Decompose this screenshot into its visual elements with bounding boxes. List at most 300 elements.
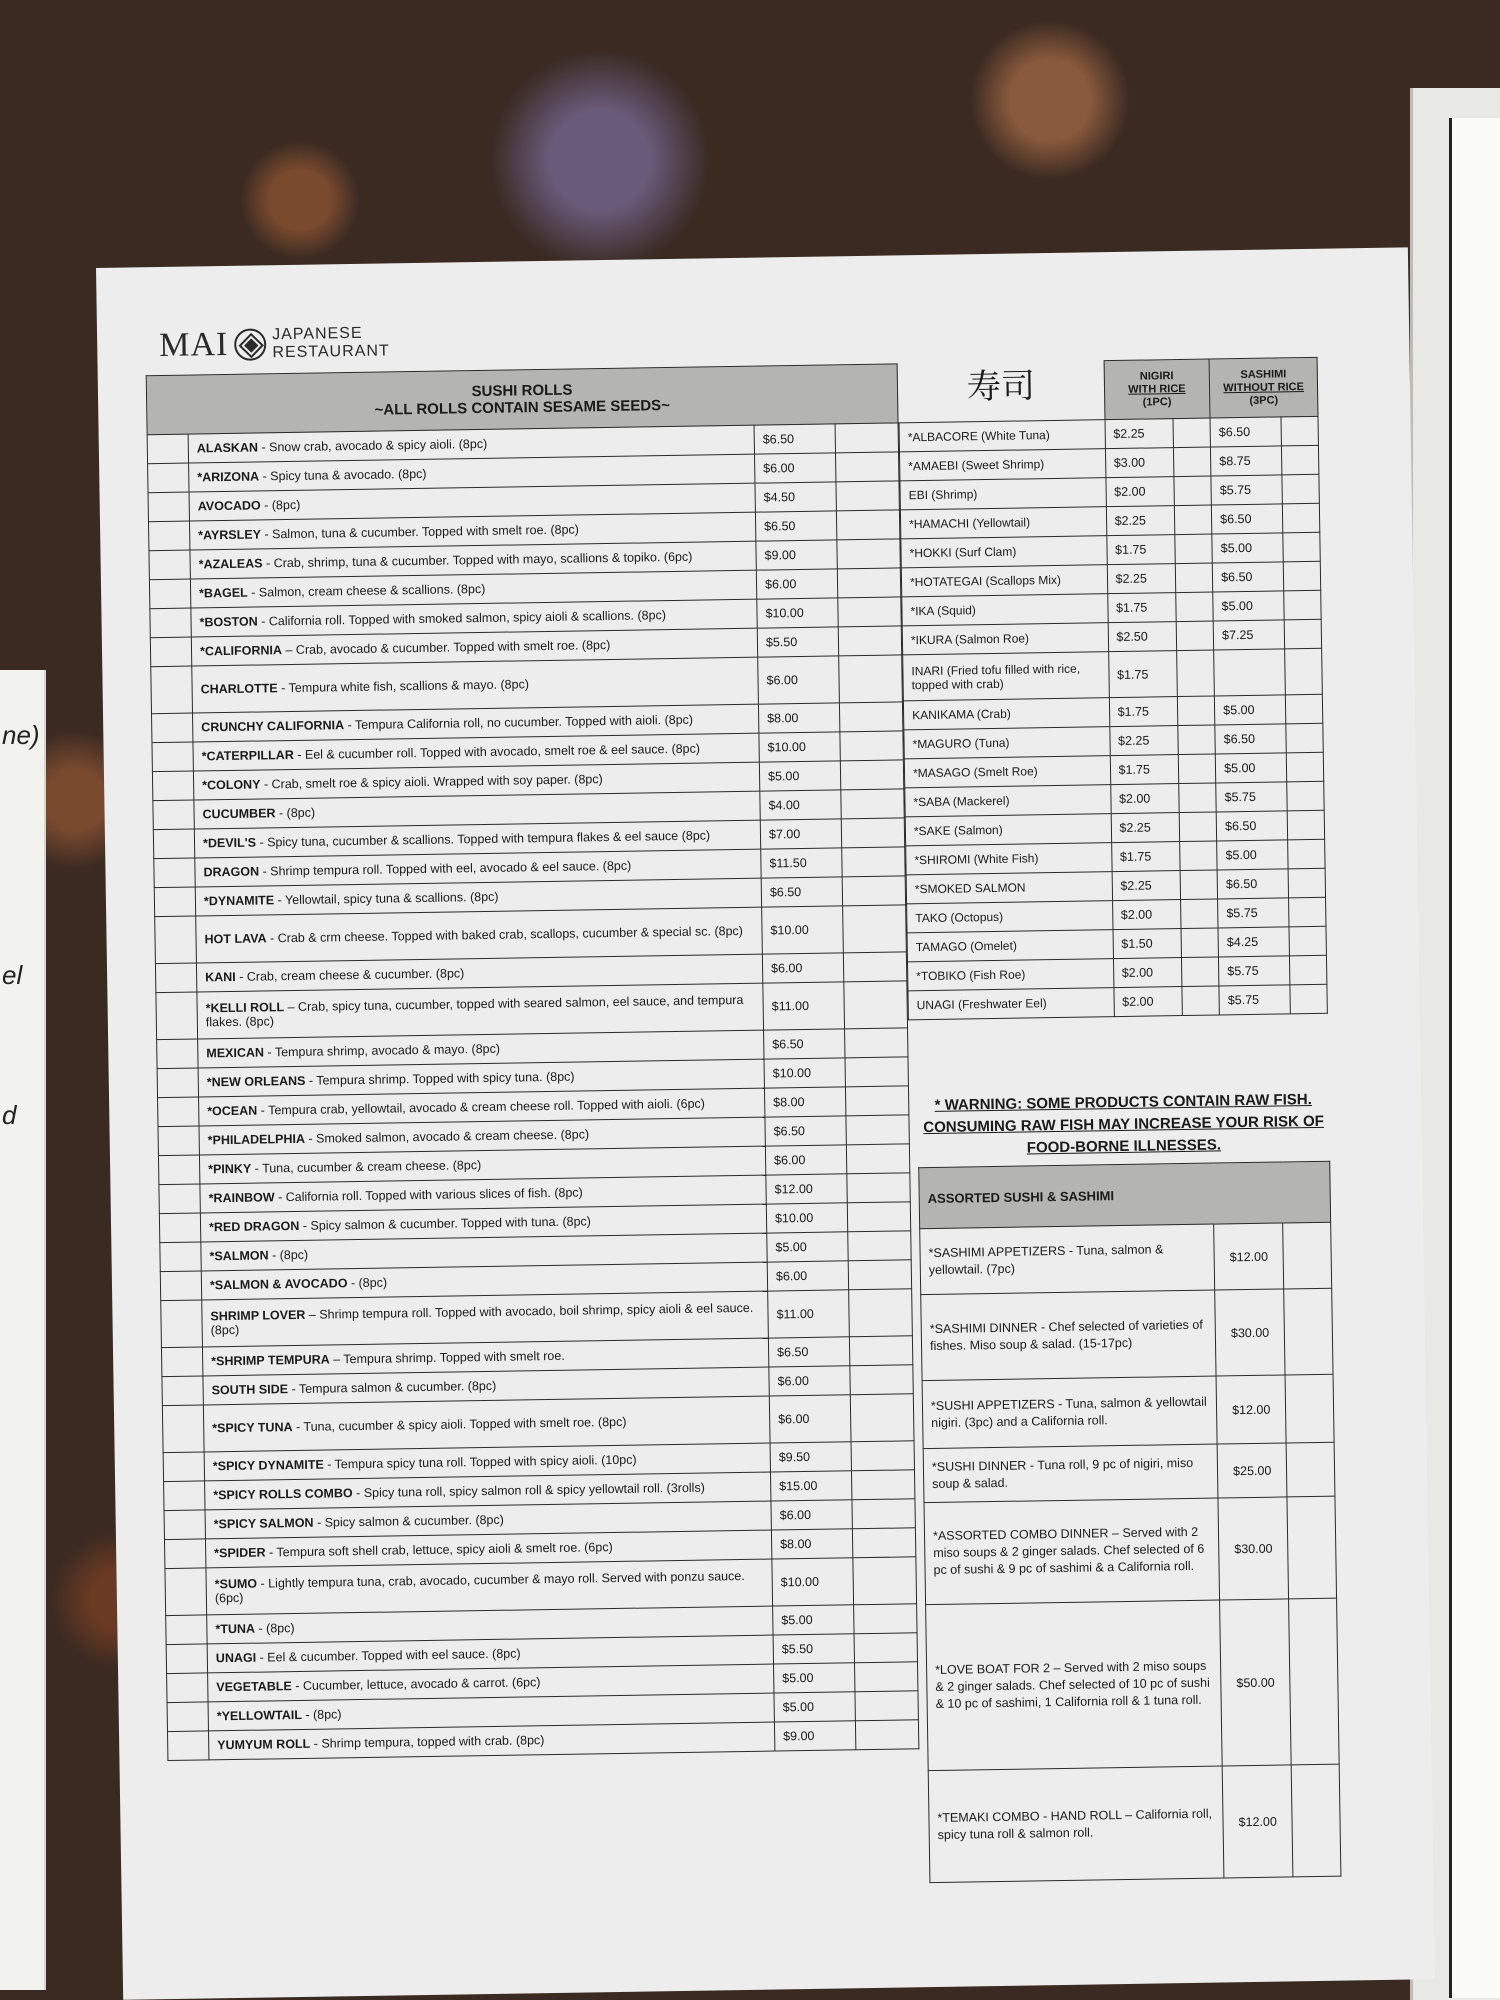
roll-name: *YELLOWTAIL (216, 1707, 303, 1724)
row-marker-cell (155, 963, 196, 993)
table-row (926, 1598, 1340, 1770)
combo-description: *ASSORTED COMBO DINNER – Served with 2 miso soups & 2 ginger salads. Chef selected of 6 pc of sushi & 9 pc of sashimi & a California roll. (924, 1498, 1220, 1605)
sashimi-price: $5.00 (1213, 591, 1284, 621)
row-marker-cell (157, 1039, 198, 1069)
roll-blank-cell (850, 1394, 914, 1442)
roll-details: - (8pc) (301, 1707, 342, 1722)
row-marker-cell (164, 1539, 205, 1569)
fish-name: EBI (Shrimp) (900, 478, 1106, 510)
sashimi-blank-cell (1282, 503, 1320, 533)
nigiri-blank-cell (1176, 621, 1214, 651)
nigiri-price: $1.75 (1109, 697, 1178, 727)
nigiri-price: $2.25 (1109, 726, 1178, 756)
fish-name: *MASAGO (Smelt Roe) (904, 756, 1110, 788)
table-row (923, 1442, 1335, 1502)
roll-price: $10.00 (757, 598, 838, 628)
roll-price: $6.00 (758, 656, 840, 704)
nigiri-price: $2.00 (1113, 958, 1182, 988)
row-marker-cell (152, 713, 193, 743)
roll-name: CRUNCHY CALIFORNIA (201, 718, 345, 735)
roll-details: - Eel & cucumber roll. Topped with avocado, smelt roe & eel sauce. (8pc) (293, 741, 701, 762)
roll-price: $9.00 (756, 540, 837, 570)
roll-name: *AYRSLEY (198, 527, 262, 543)
roll-name: *SPICY TUNA (212, 1420, 293, 1436)
combo-price: $12.00 (1216, 1375, 1286, 1444)
roll-name: *DYNAMITE (203, 893, 275, 909)
roll-details: - Smoked salmon, avocado & cream cheese. (8pc) (304, 1127, 590, 1146)
roll-price: $5.00 (773, 1605, 854, 1635)
roll-price: $5.50 (757, 627, 838, 657)
nigiri-price: $2.25 (1106, 506, 1175, 536)
roll-price: $6.00 (771, 1500, 852, 1530)
combo-description: *TEMAKI COMBO - HAND ROLL – California roll, spicy tuna roll & salmon roll. (928, 1766, 1224, 1883)
sashimi-blank-cell (1281, 416, 1319, 446)
combo-price: $50.00 (1220, 1599, 1292, 1766)
nigiri-blank-cell (1178, 754, 1216, 784)
row-marker-cell (161, 1300, 203, 1348)
roll-details: - Spicy tuna, cucumber & scallions. Topped with tempura flakes & eel sauce (8pc) (255, 828, 711, 850)
roll-price: $11.50 (761, 848, 842, 878)
roll-details: - Crab, smelt roe & spicy aioli. Wrapped with soy paper. (8pc) (260, 772, 603, 792)
sashimi-price: $5.00 (1215, 753, 1286, 783)
roll-details: - Tempura spicy tuna roll. Topped with spicy aioli. (10pc) (323, 1452, 637, 1472)
roll-name: *ARIZONA (197, 469, 260, 485)
fish-name: UNAGI (Freshwater Eel) (908, 988, 1114, 1020)
roll-details: - California roll. Topped with smoked salmon, spicy aioli & scallions. (8pc) (257, 608, 667, 629)
fish-name: *ALBACORE (White Tuna) (899, 420, 1105, 452)
fish-name: TAMAGO (Omelet) (907, 930, 1113, 962)
nigiri-blank-cell (1180, 841, 1218, 871)
nigiri-price: $2.25 (1105, 419, 1174, 449)
assorted-title: ASSORTED SUSHI & SASHIMI (919, 1161, 1331, 1228)
roll-blank-cell (853, 1557, 917, 1605)
roll-blank-cell (847, 1173, 910, 1203)
sushi-rolls-subtitle: ~ALL ROLLS CONTAIN SESAME SEEDS~ (374, 397, 671, 419)
row-marker-cell (163, 1452, 204, 1482)
row-marker-cell (150, 637, 191, 667)
roll-blank-cell (849, 1289, 913, 1337)
nigiri-blank-cell (1181, 928, 1219, 958)
sashimi-price: $8.75 (1211, 446, 1282, 476)
nigiri-blank-cell (1174, 447, 1212, 477)
row-marker-cell (156, 992, 198, 1040)
roll-price: $6.00 (762, 953, 843, 983)
sashimi-price: $6.50 (1215, 724, 1286, 754)
roll-price: $5.00 (774, 1692, 855, 1722)
sashimi-price: $5.75 (1219, 956, 1290, 986)
roll-blank-cell (841, 789, 904, 819)
row-marker-cell (152, 742, 193, 772)
nigiri-blank-cell (1179, 812, 1217, 842)
roll-price: $6.50 (761, 877, 842, 907)
roll-blank-cell (855, 1691, 918, 1721)
roll-details: - Tempura white fish, scallions & mayo. (8pc) (277, 677, 530, 696)
combo-description: *LOVE BOAT FOR 2 – Served with 2 miso soups & 2 ginger salads. Chef selected of 10 pc of sushi & 10 pc of sashimi, 1 California roll & 1 tuna roll. (926, 1600, 1223, 1771)
fish-name: *SABA (Mackerel) (905, 785, 1111, 817)
sashimi-price: $7.25 (1213, 620, 1284, 650)
roll-blank-cell (837, 539, 900, 569)
combo-description: *SASHIMI APPETIZERS - Tuna, salmon & yellowtail. (7pc) (920, 1224, 1215, 1295)
sashimi-blank-cell (1288, 868, 1326, 898)
nigiri-price: $2.00 (1113, 987, 1182, 1017)
row-marker-cell (152, 771, 193, 801)
nigiri-blank-cell (1175, 563, 1213, 593)
roll-details: - Tempura crab, yellowtail, avocado & cream cheese roll. Topped with aioli. (6pc) (257, 1096, 705, 1118)
fish-name: TAKO (Octopus) (907, 901, 1113, 933)
roll-name: *SPIDER (214, 1545, 266, 1561)
fish-name: *HOKKI (Surf Clam) (901, 536, 1107, 568)
roll-name: *TUNA (215, 1621, 256, 1637)
row-marker-cell (153, 800, 194, 830)
row-marker-cell (148, 492, 189, 522)
roll-price: $6.00 (765, 1145, 846, 1175)
row-marker-cell (167, 1702, 208, 1732)
roll-price: $8.00 (758, 703, 839, 733)
sashimi-price: $5.00 (1212, 533, 1283, 563)
roll-name: CUCUMBER (202, 806, 276, 822)
fish-name: *AMAEBI (Sweet Shrimp) (899, 449, 1105, 481)
roll-price: $5.50 (773, 1634, 854, 1664)
nigiri-price: $2.25 (1111, 813, 1180, 843)
roll-price: $5.00 (759, 761, 840, 791)
nigiri-price: $2.25 (1107, 564, 1176, 594)
table-row (908, 984, 1327, 1020)
roll-name: *RAINBOW (208, 1190, 275, 1206)
roll-details: - Yellowtail, spicy tuna & scallions. (8pc) (273, 889, 499, 908)
roll-details: - Spicy tuna & avocado. (8pc) (258, 466, 427, 484)
fish-name: *IKA (Squid) (902, 594, 1108, 626)
roll-details: - Tempura salmon & cucumber. (8pc) (287, 1378, 497, 1397)
sashimi-blank-cell (1286, 752, 1324, 782)
roll-details: - Tuna, cucumber & cream cheese. (8pc) (251, 1158, 482, 1176)
roll-details: - Spicy salmon & cucumber. Topped with tuna. (8pc) (299, 1214, 592, 1233)
fish-name: *MAGURO (Tuna) (904, 727, 1110, 759)
roll-name: *BAGEL (199, 585, 248, 601)
roll-details: - Spicy tuna roll, spicy salmon roll & spicy yellowtail roll. (3rolls) (352, 1480, 705, 1501)
roll-blank-cell (850, 1365, 913, 1395)
roll-blank-cell (844, 981, 908, 1029)
roll-details: - (8pc) (268, 1247, 309, 1263)
sashimi-blank-cell (1281, 445, 1319, 475)
row-marker-cell (162, 1376, 203, 1406)
combo-blank-cell (1289, 1598, 1339, 1765)
nigiri-blank-cell (1179, 783, 1217, 813)
roll-name: *CATERPILLAR (201, 747, 294, 764)
roll-details: - Spicy salmon & cucumber. (8pc) (313, 1512, 504, 1530)
logo-subtitle: JAPANESE RESTAURANT (272, 324, 390, 362)
roll-details: - (8pc) (260, 497, 301, 513)
roll-blank-cell (843, 905, 907, 953)
sashimi-price: $5.00 (1215, 695, 1286, 725)
roll-name: UNAGI (215, 1650, 257, 1666)
combo-description: *SUSHI APPETIZERS - Tuna, salmon & yellowtail nigiri. (3pc) and a California roll. (922, 1376, 1217, 1449)
roll-details: - Tempura shrimp. Topped with spicy tuna. (8pc) (305, 1069, 575, 1088)
roll-name: *AZALEAS (198, 556, 263, 572)
sashimi-column-header: SASHIMI WITHOUT RICE (3PC) (1209, 357, 1318, 418)
sashimi-blank-cell (1283, 561, 1321, 591)
nigiri-price: $1.50 (1113, 929, 1182, 959)
nigiri-blank-cell (1174, 505, 1212, 535)
table-row (924, 1496, 1337, 1604)
fish-name: *TOBIKO (Fish Roe) (907, 959, 1113, 991)
roll-name: *NEW ORLEANS (206, 1073, 306, 1090)
roll-name: *PHILADELPHIA (207, 1131, 306, 1148)
nigiri-blank-cell (1177, 696, 1215, 726)
roll-blank-cell (839, 655, 903, 703)
nigiri-sashimi-table (898, 357, 1328, 1021)
sashimi-blank-cell (1285, 694, 1323, 724)
combo-price: $25.00 (1217, 1443, 1287, 1498)
row-marker-cell (159, 1184, 200, 1214)
nigiri-sashimi-header (898, 357, 1318, 423)
roll-name: *SPICY DYNAMITE (212, 1457, 324, 1474)
roll-name: *DEVIL'S (202, 835, 257, 851)
row-marker-cell (167, 1673, 208, 1703)
sashimi-blank-cell (1285, 648, 1323, 695)
roll-price: $5.00 (774, 1663, 855, 1693)
roll-name: SOUTH SIDE (211, 1382, 289, 1398)
roll-blank-cell (847, 1202, 910, 1232)
sashimi-blank-cell (1289, 926, 1327, 956)
roll-details: - Lightly tempura tuna, crab, avocado, cucumber & mayo roll. Served with ponzu sauce. (6pc) (214, 1568, 745, 1606)
combo-blank-cell (1291, 1764, 1341, 1877)
roll-details: – Tempura shrimp. Topped with smelt roe. (329, 1348, 565, 1367)
combo-price: $12.00 (1222, 1765, 1293, 1878)
sashimi-blank-cell (1288, 897, 1326, 927)
roll-blank-cell (852, 1499, 915, 1529)
row-marker-cell (148, 463, 189, 493)
roll-blank-cell (840, 731, 903, 761)
sashimi-blank-cell (1287, 781, 1325, 811)
sashimi-blank-cell (1287, 810, 1325, 840)
roll-blank-cell (851, 1441, 914, 1471)
nigiri-price: $2.50 (1108, 622, 1177, 652)
sashimi-blank-cell (1288, 839, 1326, 869)
roll-price: $6.50 (768, 1337, 849, 1367)
roll-blank-cell (848, 1260, 911, 1290)
roll-details: - Crab, cream cheese & cucumber. (8pc) (235, 966, 465, 984)
roll-blank-cell (841, 818, 904, 848)
roll-details: - California roll. Topped with various slices of fish. (8pc) (274, 1185, 583, 1205)
roll-blank-cell (838, 597, 901, 627)
edge-fragment: d (2, 1100, 17, 1130)
roll-name: *SPICY SALMON (213, 1515, 314, 1532)
row-marker-cell (149, 579, 190, 609)
nigiri-blank-cell (1177, 650, 1215, 697)
roll-details: - Cucumber, lettuce, avocado & carrot. (6pc) (291, 1675, 541, 1694)
roll-name: *KELLI ROLL (205, 1000, 285, 1016)
roll-name: AVOCADO (197, 498, 261, 514)
roll-details: - Tempura shrimp, avocado & mayo. (8pc) (263, 1041, 501, 1060)
roll-name: *BOSTON (199, 614, 258, 630)
roll-blank-cell (846, 1115, 909, 1145)
roll-details: – Crab, avocado & cucumber. Topped with smelt roe. (8pc) (281, 637, 611, 658)
sashimi-price: $6.50 (1210, 417, 1281, 447)
logo-emblem-icon (234, 328, 266, 360)
roll-price: $6.50 (765, 1116, 846, 1146)
sashimi-price: $5.75 (1211, 475, 1282, 505)
table-row (921, 1288, 1333, 1380)
roll-blank-cell (851, 1470, 914, 1500)
row-marker-cell (162, 1405, 204, 1453)
roll-price: $7.00 (760, 819, 841, 849)
roll-name: YUMYUM ROLL (217, 1736, 311, 1753)
roll-blank-cell (855, 1662, 918, 1692)
nigiri-price: $2.00 (1110, 784, 1179, 814)
roll-price: $6.00 (769, 1395, 851, 1443)
roll-details: – Shrimp tempura roll. Topped with avocado, boil shrimp, spicy aioli & eel sauce. (8pc) (210, 1300, 754, 1338)
raw-fish-warning: * WARNING: SOME PRODUCTS CONTAIN RAW FISH. CONSUMING RAW FISH MAY INCREASE YOUR RISK OF FOOD-BORNE ILLNESSES. (923, 1091, 1324, 1157)
row-marker-cell (155, 916, 197, 964)
row-marker-cell (161, 1347, 202, 1377)
roll-details: - Tempura California roll, no cucumber. Topped with aioli. (8pc) (343, 712, 694, 733)
row-marker-cell (165, 1568, 207, 1616)
roll-price: $4.00 (760, 790, 841, 820)
row-marker-cell (166, 1615, 207, 1645)
sashimi-blank-cell (1284, 590, 1322, 620)
sashimi-blank-cell (1284, 619, 1322, 649)
roll-price: $11.00 (768, 1290, 850, 1338)
roll-name: VEGETABLE (216, 1679, 292, 1695)
sashimi-price: $5.75 (1218, 898, 1289, 928)
sashimi-price: $5.00 (1217, 840, 1288, 870)
row-marker-cell (151, 666, 193, 714)
sashimi-price: $6.50 (1217, 869, 1288, 899)
roll-blank-cell (842, 876, 905, 906)
restaurant-logo (159, 323, 390, 365)
nigiri-blank-cell (1175, 534, 1213, 564)
sashimi-blank-cell (1283, 532, 1321, 562)
roll-price: $6.50 (764, 1029, 845, 1059)
roll-details: - Shrimp tempura, topped with crab. (8pc) (310, 1733, 545, 1751)
roll-blank-cell (845, 1086, 908, 1116)
roll-price: $11.00 (763, 982, 845, 1030)
nigiri-price: $1.75 (1106, 535, 1175, 565)
roll-name: *SUMO (214, 1576, 258, 1592)
roll-name: *SPICY ROLLS COMBO (213, 1486, 353, 1503)
roll-details: - Snow crab, avocado & spicy aioli. (8pc) (257, 436, 488, 455)
roll-blank-cell (840, 760, 903, 790)
roll-price: $6.00 (767, 1261, 848, 1291)
combo-description: *SUSHI DINNER - Tuna roll, 9 pc of nigiri, miso soup & salad. (923, 1444, 1218, 1503)
fish-name: *SAKE (Salmon) (905, 814, 1111, 846)
roll-details: - Salmon, cream cheese & scallions. (8pc) (247, 581, 486, 600)
fish-name: KANIKAMA (Crab) (903, 698, 1109, 730)
roll-details: – Crab, spicy tuna, cucumber, topped with seared salmon, eel sauce, and tempura flakes. (8pc) (205, 992, 744, 1030)
roll-name: ALASKAN (196, 440, 259, 456)
roll-price: $10.00 (772, 1558, 854, 1606)
nigiri-price: $1.75 (1111, 842, 1180, 872)
nigiri-column-header: NIGIRI WITH RICE (1PC) (1104, 359, 1210, 420)
roll-blank-cell (838, 626, 901, 656)
roll-blank-cell (845, 1057, 908, 1087)
roll-name: *CALIFORNIA (199, 643, 283, 659)
roll-blank-cell (846, 1144, 909, 1174)
roll-name: CHARLOTTE (200, 681, 278, 697)
roll-blank-cell (855, 1720, 918, 1750)
sushi-kanji: 寿司 (966, 366, 1036, 408)
roll-price: $10.00 (762, 906, 844, 954)
roll-price: $8.00 (771, 1529, 852, 1559)
roll-price: $9.00 (774, 1721, 855, 1751)
nigiri-price: $1.75 (1107, 593, 1176, 623)
sashimi-price (1214, 649, 1285, 696)
roll-name: *RED DRAGON (208, 1218, 300, 1235)
edge-fragment: ne) (2, 720, 40, 750)
roll-price: $6.00 (755, 453, 836, 483)
roll-price: $4.50 (755, 482, 836, 512)
roll-price: $10.00 (766, 1203, 847, 1233)
nigiri-blank-cell (1173, 418, 1211, 448)
row-marker-cell (148, 521, 189, 551)
roll-blank-cell (843, 952, 906, 982)
nigiri-blank-cell (1174, 476, 1212, 506)
row-marker-cell (147, 434, 188, 464)
roll-blank-cell (854, 1604, 917, 1634)
sashimi-price: $6.50 (1212, 504, 1283, 534)
roll-name: *PINKY (208, 1161, 252, 1177)
fish-name: INARI (Fried tofu filled with rice, topped with crab) (903, 652, 1109, 701)
nigiri-blank-cell (1178, 725, 1216, 755)
sashimi-blank-cell (1290, 984, 1328, 1014)
nigiri-blank-cell (1182, 957, 1220, 987)
roll-blank-cell (837, 568, 900, 598)
assorted-sushi-table (918, 1161, 1341, 1883)
roll-blank-cell (849, 1336, 912, 1366)
fish-name: *SMOKED SALMON (906, 872, 1112, 904)
row-marker-cell (154, 858, 195, 888)
roll-blank-cell (835, 452, 898, 482)
roll-name: *OCEAN (207, 1103, 258, 1119)
table-row (903, 648, 1323, 701)
roll-name: SHRIMP LOVER (210, 1307, 306, 1324)
roll-price: $10.00 (764, 1058, 845, 1088)
roll-blank-cell (836, 510, 899, 540)
roll-details: - Crab, shrimp, tuna & cucumber. Topped with mayo, scallions & topiko. (6pc) (262, 549, 693, 571)
roll-name: *SALMON (209, 1248, 269, 1264)
fish-name: *IKURA (Salmon Roe) (902, 623, 1108, 655)
nigiri-price: $3.00 (1105, 448, 1174, 478)
roll-name: *SALMON & AVOCADO (209, 1276, 348, 1293)
sushi-rolls-title: SUSHI ROLLS (471, 381, 573, 401)
logo-wordmark: MAI (158, 325, 229, 365)
roll-price: $8.00 (764, 1087, 845, 1117)
row-marker-cell (157, 1068, 198, 1098)
row-marker-cell (149, 550, 190, 580)
sashimi-blank-cell (1286, 723, 1324, 753)
combo-blank-cell (1285, 1374, 1334, 1443)
roll-price: $10.00 (759, 732, 840, 762)
roll-blank-cell (848, 1231, 911, 1261)
sashimi-price: $6.50 (1216, 811, 1287, 841)
nigiri-blank-cell (1181, 899, 1219, 929)
row-marker-cell (166, 1644, 207, 1674)
roll-price: $9.50 (770, 1442, 851, 1472)
sashimi-price: $5.75 (1219, 985, 1290, 1015)
roll-price: $6.50 (754, 424, 835, 454)
row-marker-cell (164, 1510, 205, 1540)
roll-details: - (8pc) (275, 805, 316, 821)
nigiri-blank-cell (1180, 870, 1218, 900)
sashimi-blank-cell (1282, 474, 1320, 504)
sashimi-price: $5.75 (1216, 782, 1287, 812)
roll-price: $6.00 (756, 569, 837, 599)
roll-price: $12.00 (766, 1174, 847, 1204)
table-row (922, 1374, 1334, 1448)
roll-blank-cell (839, 702, 902, 732)
roll-details: - Tempura soft shell crab, lettuce, spicy aioli & smelt roe. (6pc) (265, 1540, 613, 1560)
combo-blank-cell (1286, 1442, 1335, 1497)
